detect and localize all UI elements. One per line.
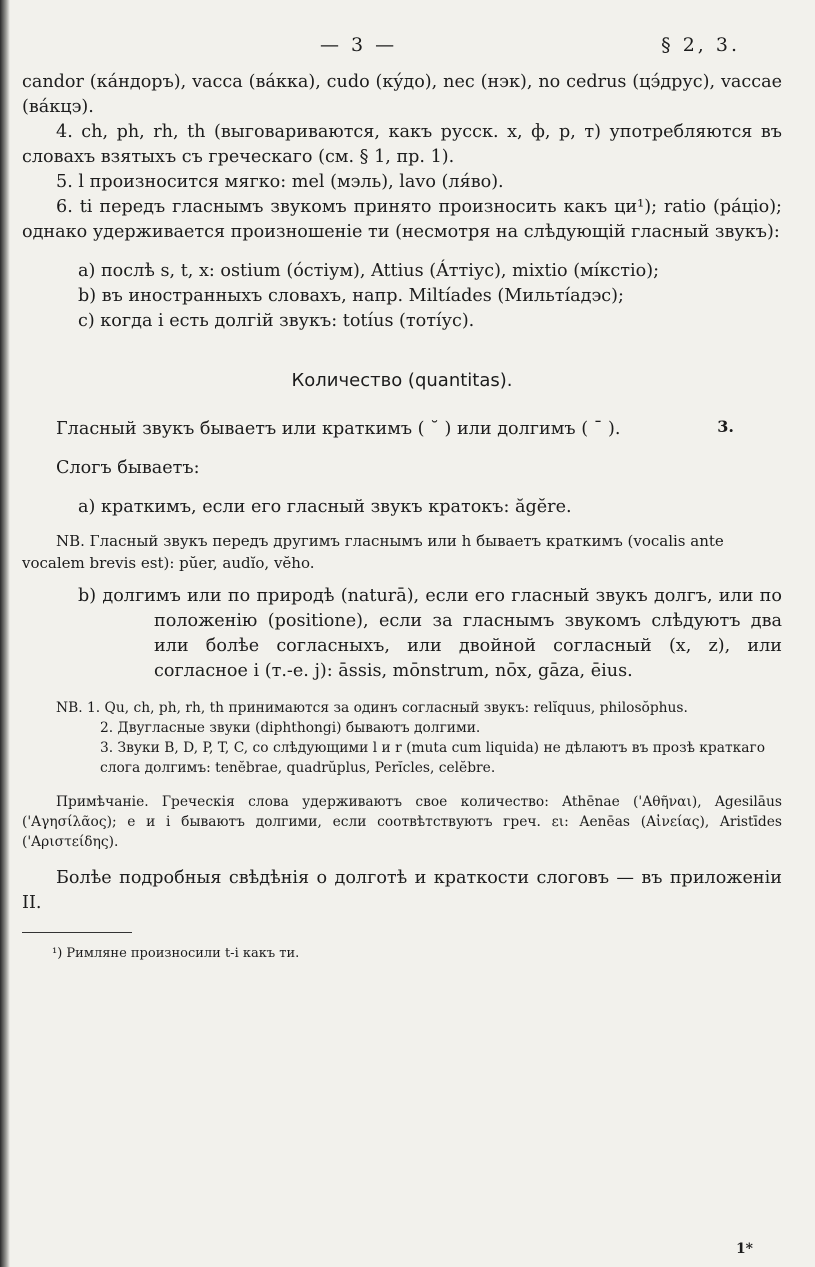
section-title: Количество (quantitas).: [291, 370, 513, 391]
short-syllable: a) краткимъ, если его гласный звукъ кратокъ: ăgĕre.: [78, 497, 572, 517]
nb-note-3: 3. Звуки B, D, P, T, C, со слѣдующими l и r (muta cum liquida) не дѣлаютъ въ прозѣ краткаго слога долгимъ: tenĕbrae, quadrŭplus, Perĭcles, celĕbre.: [100, 740, 765, 776]
rule-line: [22, 417, 782, 442]
list-item-a: a) послѣ s, t, x: ostium (óстіум), Attius (Áттіус), mixtio (мíкстіо);: [78, 261, 660, 281]
page-number: — 3 —: [320, 34, 398, 56]
rule-number: 3.: [717, 417, 734, 436]
more-info: Болѣе подробныя свѣдѣнія о долготѣ и краткости слоговъ — въ приложеніи II.: [22, 868, 782, 913]
quantity-rule: Гласный звукъ бываетъ или краткимъ ( ˘ ) или долгимъ ( ¯ ).: [56, 419, 621, 439]
running-header: [22, 34, 782, 70]
footnote: ¹) Римляне произносили t-i какъ ти.: [52, 946, 300, 961]
nb-vowel-note: NB. Гласный звукъ передъ другимъ гласнымъ или h бываетъ краткимъ (vocalis ante vocalem brevis est): pŭer, audĭo, vĕho.: [22, 532, 724, 572]
list-item-b: b) въ иностранныхъ словахъ, напр. Miltíades (Мильтíадэс);: [78, 286, 624, 306]
nb-note-1: NB. 1. Qu, ch, ph, rh, th принимаются за одинъ согласный звукъ: relĭquus, philosŏphus.: [56, 700, 688, 716]
list-item-c: c) когда i есть долгій звукъ: totíus (тотíус).: [78, 311, 475, 331]
paragraph-6: 6. ti передъ гласнымъ звукомъ принято произносить какъ ци¹); ratio (рáціо); однако удерживается произношеніе ти (несмотря на слѣдующій гласный звукъ):: [22, 197, 782, 242]
paragraph-5: 5. l произносится мягко: mel (мэль), lavo (ля́во).: [56, 172, 504, 192]
remark: Примѣчаніе. Греческія слова удерживаютъ свое количество: Athēnae ('Αθῆναι), Agesilāus ('Αγησίλᾶος); e и i бываютъ долгими, если соотвѣтствуютъ греч. ει: Aenēas (Αἰνείας), Aristīdes ('Αριστείδης).: [22, 794, 782, 850]
paragraph-1: candor (кáндоръ), vacca (вáкка), cudo (кýдо), nec (нэк), no cedrus (цэ́друс), vaccae (вáкцэ).: [22, 72, 782, 117]
paragraph-4: 4. ch, ph, rh, th (выговариваются, какъ русск. х, ф, р, т) употребляются въ словахъ взятыхъ съ греческаго (см. § 1, пр. 1).: [22, 122, 782, 167]
long-syllable: b) долгимъ или по природѣ (naturā), если его гласный звукъ долгъ, или по положенію (positione), если за гласнымъ звукомъ слѣдуютъ два или болѣе согласныхъ, или двойной согласный (x, z), или согласное i (т.-е. j): āssis, mōnstrum, nōx, gāza, ēius.: [78, 586, 782, 681]
signature-mark: 1*: [735, 1241, 753, 1257]
footnote-rule: [22, 932, 132, 933]
page: [22, 34, 782, 974]
nb-note-2: 2. Двугласные звуки (diphthongi) бываютъ долгими.: [100, 720, 481, 736]
page-edge-shadow: [0, 0, 10, 1267]
section-reference: § 2, 3.: [661, 34, 740, 56]
syllable-intro: Слогъ бываетъ:: [56, 458, 200, 478]
